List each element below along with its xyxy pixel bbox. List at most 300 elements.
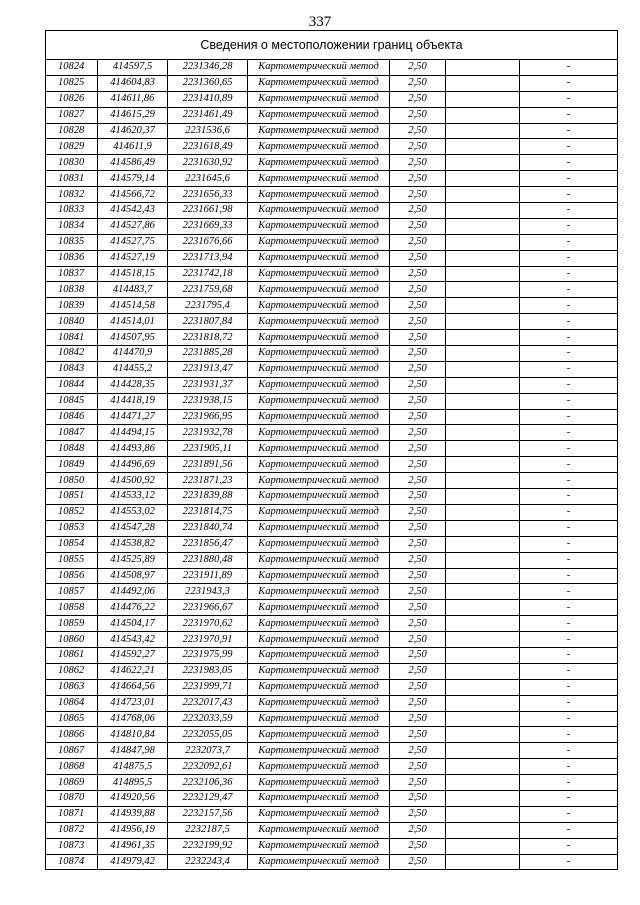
coord-x-cell: 414579,14 [98,171,168,187]
note-cell [446,187,520,203]
table-row [46,647,618,663]
accuracy-cell: 2,50 [390,266,446,282]
coord-x-cell: 414504,17 [98,616,168,632]
description-cell: - [520,473,618,489]
coord-x-cell: 414483,7 [98,282,168,298]
coord-x-cell: 414492,06 [98,584,168,600]
accuracy-cell: 2,50 [390,790,446,806]
point-number-cell: 10824 [46,60,98,76]
coord-x-cell: 414507,95 [98,330,168,346]
description-cell: - [520,695,618,711]
coord-y-cell: 2232157,56 [168,806,248,822]
note-cell [446,679,520,695]
note-cell [446,838,520,854]
coord-y-cell: 2231856,47 [168,536,248,552]
table-row [46,171,618,187]
coord-y-cell: 2231840,74 [168,520,248,536]
note-cell [446,806,520,822]
coord-y-cell: 2231938,15 [168,393,248,409]
coord-y-cell: 2232055,05 [168,727,248,743]
accuracy-cell: 2,50 [390,489,446,505]
accuracy-cell: 2,50 [390,441,446,457]
table-title: Сведения о местоположении границ объекта [46,31,618,60]
method-cell: Картометрический метод [248,60,390,76]
description-cell: - [520,409,618,425]
table-row [46,409,618,425]
coord-y-cell: 2231970,91 [168,632,248,648]
method-cell: Картометрический метод [248,838,390,854]
table-row [46,520,618,536]
table-row [46,663,618,679]
note-cell [446,584,520,600]
accuracy-cell: 2,50 [390,552,446,568]
table-row [46,441,618,457]
table-row [46,695,618,711]
coord-x-cell: 414847,98 [98,743,168,759]
method-cell: Картометрический метод [248,727,390,743]
coord-x-cell: 414920,56 [98,790,168,806]
accuracy-cell: 2,50 [390,298,446,314]
method-cell: Картометрический метод [248,552,390,568]
coord-x-cell: 414566,72 [98,187,168,203]
coord-y-cell: 2231410,89 [168,91,248,107]
method-cell: Картометрический метод [248,504,390,520]
method-cell: Картометрический метод [248,457,390,473]
coord-y-cell: 2232092,61 [168,759,248,775]
method-cell: Картометрический метод [248,536,390,552]
point-number-cell: 10849 [46,457,98,473]
description-cell: - [520,266,618,282]
coord-x-cell: 414547,28 [98,520,168,536]
table-row [46,91,618,107]
coord-x-cell: 414895,5 [98,775,168,791]
coord-x-cell: 414979,42 [98,854,168,870]
coord-y-cell: 2231983,05 [168,663,248,679]
accuracy-cell: 2,50 [390,123,446,139]
note-cell [446,775,520,791]
point-number-cell: 10834 [46,218,98,234]
table-row [46,457,618,473]
description-cell: - [520,250,618,266]
method-cell: Картометрический метод [248,441,390,457]
point-number-cell: 10852 [46,504,98,520]
table-row [46,775,618,791]
method-cell: Картометрический метод [248,393,390,409]
accuracy-cell: 2,50 [390,282,446,298]
method-cell: Картометрический метод [248,250,390,266]
point-number-cell: 10861 [46,647,98,663]
table-row [46,250,618,266]
description-cell: - [520,139,618,155]
coord-y-cell: 2231713,94 [168,250,248,266]
table-row [46,743,618,759]
method-cell: Картометрический метод [248,647,390,663]
description-cell: - [520,346,618,362]
coord-y-cell: 2231975,99 [168,647,248,663]
note-cell [446,234,520,250]
coord-x-cell: 414611,9 [98,139,168,155]
point-number-cell: 10857 [46,584,98,600]
note-cell [446,298,520,314]
coord-y-cell: 2231999,71 [168,679,248,695]
accuracy-cell: 2,50 [390,854,446,870]
accuracy-cell: 2,50 [390,393,446,409]
coord-y-cell: 2231966,95 [168,409,248,425]
coord-y-cell: 2231795,4 [168,298,248,314]
point-number-cell: 10833 [46,203,98,219]
coord-x-cell: 414476,22 [98,600,168,616]
accuracy-cell: 2,50 [390,314,446,330]
point-number-cell: 10837 [46,266,98,282]
note-cell [446,75,520,91]
point-number-cell: 10831 [46,171,98,187]
method-cell: Картометрический метод [248,568,390,584]
accuracy-cell: 2,50 [390,536,446,552]
description-cell: - [520,314,618,330]
coord-x-cell: 414428,35 [98,377,168,393]
note-cell [446,743,520,759]
note-cell [446,361,520,377]
point-number-cell: 10835 [46,234,98,250]
description-cell: - [520,504,618,520]
note-cell [446,822,520,838]
coord-y-cell: 2231885,28 [168,346,248,362]
description-cell: - [520,536,618,552]
note-cell [446,218,520,234]
table-row [46,568,618,584]
description-cell: - [520,632,618,648]
table-row [46,314,618,330]
coord-y-cell: 2231461,49 [168,107,248,123]
accuracy-cell: 2,50 [390,822,446,838]
note-cell [446,314,520,330]
accuracy-cell: 2,50 [390,632,446,648]
method-cell: Картометрический метод [248,218,390,234]
table-body [46,60,618,870]
point-number-cell: 10836 [46,250,98,266]
method-cell: Картометрический метод [248,155,390,171]
description-cell: - [520,330,618,346]
accuracy-cell: 2,50 [390,663,446,679]
accuracy-cell: 2,50 [390,838,446,854]
table-row [46,123,618,139]
point-number-cell: 10830 [46,155,98,171]
point-number-cell: 10853 [46,520,98,536]
coord-x-cell: 414768,06 [98,711,168,727]
accuracy-cell: 2,50 [390,234,446,250]
note-cell [446,250,520,266]
coord-y-cell: 2231905,11 [168,441,248,457]
note-cell [446,727,520,743]
table-row [46,822,618,838]
description-cell: - [520,775,618,791]
point-number-cell: 10832 [46,187,98,203]
note-cell [446,711,520,727]
coord-y-cell: 2231676,66 [168,234,248,250]
coord-y-cell: 2231645,6 [168,171,248,187]
method-cell: Картометрический метод [248,584,390,600]
accuracy-cell: 2,50 [390,425,446,441]
table-row [46,854,618,870]
method-cell: Картометрический метод [248,663,390,679]
description-cell: - [520,822,618,838]
accuracy-cell: 2,50 [390,361,446,377]
coord-y-cell: 2231871,23 [168,473,248,489]
page-number: 337 [308,14,332,30]
point-number-cell: 10828 [46,123,98,139]
method-cell: Картометрический метод [248,282,390,298]
coord-y-cell: 2232199,92 [168,838,248,854]
description-cell: - [520,838,618,854]
method-cell: Картометрический метод [248,616,390,632]
table-row [46,616,618,632]
point-number-cell: 10862 [46,663,98,679]
table-row [46,711,618,727]
table-row [46,679,618,695]
note-cell [446,282,520,298]
coord-x-cell: 414615,29 [98,107,168,123]
accuracy-cell: 2,50 [390,155,446,171]
method-cell: Картометрический метод [248,361,390,377]
accuracy-cell: 2,50 [390,203,446,219]
table-row [46,536,618,552]
coord-y-cell: 2231807,84 [168,314,248,330]
table-row [46,330,618,346]
method-cell: Картометрический метод [248,473,390,489]
coord-x-cell: 414527,75 [98,234,168,250]
description-cell: - [520,457,618,473]
description-cell: - [520,790,618,806]
method-cell: Картометрический метод [248,187,390,203]
table-row [46,552,618,568]
table-row [46,139,618,155]
note-cell [446,632,520,648]
description-cell: - [520,187,618,203]
method-cell: Картометрический метод [248,171,390,187]
table-row [46,187,618,203]
coord-y-cell: 2231913,47 [168,361,248,377]
point-number-cell: 10870 [46,790,98,806]
description-cell: - [520,123,618,139]
coord-x-cell: 414500,92 [98,473,168,489]
coord-y-cell: 2231814,75 [168,504,248,520]
coord-x-cell: 414518,15 [98,266,168,282]
description-cell: - [520,647,618,663]
note-cell [446,155,520,171]
note-cell [446,123,520,139]
point-number-cell: 10847 [46,425,98,441]
coord-x-cell: 414525,89 [98,552,168,568]
point-number-cell: 10848 [46,441,98,457]
coord-x-cell: 414586,49 [98,155,168,171]
coord-y-cell: 2231818,72 [168,330,248,346]
description-cell: - [520,282,618,298]
note-cell [446,425,520,441]
method-cell: Картометрический метод [248,377,390,393]
table-row [46,203,618,219]
description-cell: - [520,806,618,822]
method-cell: Картометрический метод [248,775,390,791]
point-number-cell: 10868 [46,759,98,775]
coord-y-cell: 2231759,68 [168,282,248,298]
point-number-cell: 10850 [46,473,98,489]
note-cell [446,441,520,457]
method-cell: Картометрический метод [248,330,390,346]
note-cell [446,91,520,107]
coord-y-cell: 2231661,98 [168,203,248,219]
description-cell: - [520,425,618,441]
description-cell: - [520,663,618,679]
method-cell: Картометрический метод [248,107,390,123]
method-cell: Картометрический метод [248,409,390,425]
coord-x-cell: 414723,01 [98,695,168,711]
point-number-cell: 10871 [46,806,98,822]
accuracy-cell: 2,50 [390,679,446,695]
table-row [46,600,618,616]
description-cell: - [520,616,618,632]
note-cell [446,647,520,663]
description-cell: - [520,727,618,743]
method-cell: Картометрический метод [248,806,390,822]
coord-y-cell: 2231742,18 [168,266,248,282]
accuracy-cell: 2,50 [390,743,446,759]
accuracy-cell: 2,50 [390,75,446,91]
coord-y-cell: 2231970,62 [168,616,248,632]
accuracy-cell: 2,50 [390,409,446,425]
coord-x-cell: 414592,27 [98,647,168,663]
accuracy-cell: 2,50 [390,711,446,727]
method-cell: Картометрический метод [248,75,390,91]
coord-y-cell: 2231839,88 [168,489,248,505]
table-row [46,790,618,806]
table-row [46,584,618,600]
coord-x-cell: 414533,12 [98,489,168,505]
point-number-cell: 10866 [46,727,98,743]
accuracy-cell: 2,50 [390,139,446,155]
note-cell [446,854,520,870]
coord-y-cell: 2231669,33 [168,218,248,234]
boundary-table [45,30,618,870]
accuracy-cell: 2,50 [390,107,446,123]
point-number-cell: 10825 [46,75,98,91]
table-row [46,504,618,520]
note-cell [446,203,520,219]
description-cell: - [520,743,618,759]
description-cell: - [520,203,618,219]
table-row [46,75,618,91]
accuracy-cell: 2,50 [390,60,446,76]
table-row [46,234,618,250]
point-number-cell: 10874 [46,854,98,870]
table-row [46,361,618,377]
accuracy-cell: 2,50 [390,171,446,187]
coord-x-cell: 414604,83 [98,75,168,91]
coord-y-cell: 2231880,48 [168,552,248,568]
coord-x-cell: 414493,86 [98,441,168,457]
coord-x-cell: 414875,5 [98,759,168,775]
note-cell [446,393,520,409]
accuracy-cell: 2,50 [390,727,446,743]
description-cell: - [520,679,618,695]
description-cell: - [520,600,618,616]
coord-x-cell: 414455,2 [98,361,168,377]
coord-y-cell: 2231346,28 [168,60,248,76]
table-row [46,759,618,775]
description-cell: - [520,107,618,123]
description-cell: - [520,75,618,91]
coord-x-cell: 414514,58 [98,298,168,314]
point-number-cell: 10840 [46,314,98,330]
table-row [46,346,618,362]
coord-y-cell: 2231911,89 [168,568,248,584]
point-number-cell: 10859 [46,616,98,632]
point-number-cell: 10845 [46,393,98,409]
method-cell: Картометрический метод [248,743,390,759]
note-cell [446,536,520,552]
note-cell [446,107,520,123]
point-number-cell: 10827 [46,107,98,123]
accuracy-cell: 2,50 [390,647,446,663]
coord-y-cell: 2231618,49 [168,139,248,155]
coord-x-cell: 414538,82 [98,536,168,552]
note-cell [446,457,520,473]
method-cell: Картометрический метод [248,695,390,711]
coord-x-cell: 414664,56 [98,679,168,695]
method-cell: Картометрический метод [248,679,390,695]
method-cell: Картометрический метод [248,600,390,616]
note-cell [446,377,520,393]
accuracy-cell: 2,50 [390,504,446,520]
table-row [46,60,618,76]
note-cell [446,171,520,187]
coord-x-cell: 414496,69 [98,457,168,473]
note-cell [446,346,520,362]
note-cell [446,568,520,584]
point-number-cell: 10873 [46,838,98,854]
note-cell [446,139,520,155]
point-number-cell: 10826 [46,91,98,107]
accuracy-cell: 2,50 [390,759,446,775]
description-cell: - [520,711,618,727]
point-number-cell: 10839 [46,298,98,314]
coord-x-cell: 414553,02 [98,504,168,520]
method-cell: Картометрический метод [248,425,390,441]
point-number-cell: 10844 [46,377,98,393]
coord-x-cell: 414508,97 [98,568,168,584]
accuracy-cell: 2,50 [390,616,446,632]
method-cell: Картометрический метод [248,234,390,250]
accuracy-cell: 2,50 [390,806,446,822]
description-cell: - [520,377,618,393]
table-row [46,727,618,743]
coord-y-cell: 2231931,37 [168,377,248,393]
method-cell: Картометрический метод [248,489,390,505]
coord-y-cell: 2231891,56 [168,457,248,473]
accuracy-cell: 2,50 [390,377,446,393]
accuracy-cell: 2,50 [390,457,446,473]
method-cell: Картометрический метод [248,91,390,107]
note-cell [446,520,520,536]
coord-y-cell: 2232106,36 [168,775,248,791]
accuracy-cell: 2,50 [390,600,446,616]
table-row [46,632,618,648]
coord-y-cell: 2231656,33 [168,187,248,203]
method-cell: Картометрический метод [248,314,390,330]
description-cell: - [520,584,618,600]
point-number-cell: 10843 [46,361,98,377]
note-cell [446,552,520,568]
coord-x-cell: 414597,5 [98,60,168,76]
